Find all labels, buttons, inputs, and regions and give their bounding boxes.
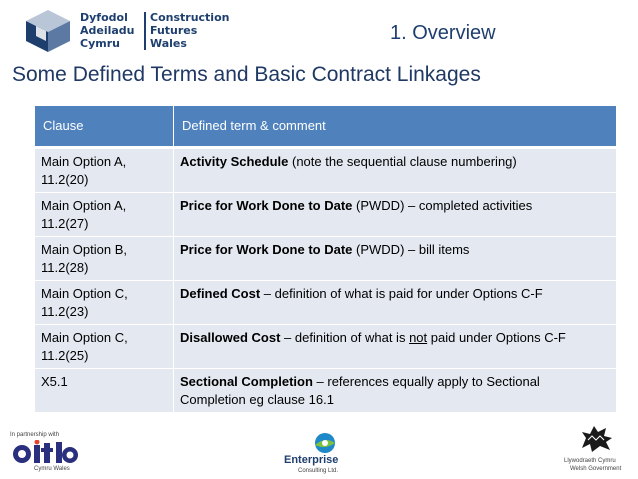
dragon-icon (578, 420, 618, 454)
logo-english-text: Construction Futures Wales (150, 11, 230, 50)
term-cell (174, 237, 617, 281)
term-comment-underlined: not (409, 330, 428, 345)
defined-term: Price for Work Done to Date (180, 198, 353, 213)
clause-cell: Main Option A, 11.2(27) (35, 193, 174, 237)
term-comment-line2: Completion eg clause 16.1 (180, 392, 334, 407)
clause-cell: Main Option A, 11.2(20) (35, 148, 174, 193)
citb-logo (8, 430, 98, 474)
defined-terms-table (35, 106, 616, 412)
defined-term: Sectional Completion (180, 374, 313, 389)
enterprise-sub-text: Consulting Ltd. (298, 468, 339, 474)
citb-partnership-text: In partnership with (10, 432, 60, 438)
table-row (35, 369, 616, 413)
term-comment: – definition of what is paid for under Options C-F (260, 286, 543, 301)
page-title: Some Defined Terms and Basic Contract Linkages (12, 63, 481, 86)
table-row (35, 193, 616, 237)
column-header-clause: Clause (35, 106, 174, 148)
term-cell (174, 325, 617, 369)
table-row (35, 237, 616, 281)
enterprise-swirl-icon (310, 432, 340, 454)
defined-term: Defined Cost (180, 286, 261, 301)
construction-futures-wales-logo (22, 8, 232, 54)
defined-term: Disallowed Cost (180, 330, 281, 345)
logo-welsh-text: Dyfodol Adeiladu Cymru (80, 11, 135, 50)
term-comment: – references equally apply to Sectional (312, 374, 540, 389)
clause-cell: X5.1 (35, 369, 174, 413)
clause-cell: Main Option B, 11.2(28) (35, 237, 174, 281)
term-cell (174, 369, 617, 413)
table-row (35, 325, 616, 369)
table-row (35, 148, 616, 193)
defined-term: Price for Work Done to Date (180, 242, 353, 257)
logo-divider (144, 12, 146, 50)
citb-sub-text: Cymru Wales (34, 466, 70, 472)
table-header-row (35, 106, 616, 148)
welsh-government-logo (560, 420, 635, 478)
enterprise-name: Enterprise (284, 454, 339, 466)
term-comment: (PWDD) – completed activities (352, 198, 533, 213)
section-title: 1. Overview (390, 22, 496, 44)
term-comment: (PWDD) – bill items (352, 242, 470, 257)
cube-logo-icon (22, 8, 74, 54)
column-header-term: Defined term & comment (174, 106, 617, 148)
term-cell (174, 148, 617, 193)
clause-cell: Main Option C, 11.2(25) (35, 325, 174, 369)
gov-english-text: Welsh Government (570, 466, 622, 472)
term-cell (174, 281, 617, 325)
gov-welsh-text: Llywodraeth Cymru (564, 458, 616, 464)
defined-term: Activity Schedule (180, 154, 289, 169)
term-cell (174, 193, 617, 237)
citb-wordmark-icon (10, 440, 98, 466)
term-comment: (note the sequential clause numbering) (288, 154, 517, 169)
term-comment: paid under Options C-F (427, 330, 566, 345)
clause-cell: Main Option C, 11.2(23) (35, 281, 174, 325)
term-comment: – definition of what is (280, 330, 410, 345)
table-row (35, 281, 616, 325)
enterprise-logo (280, 432, 372, 476)
